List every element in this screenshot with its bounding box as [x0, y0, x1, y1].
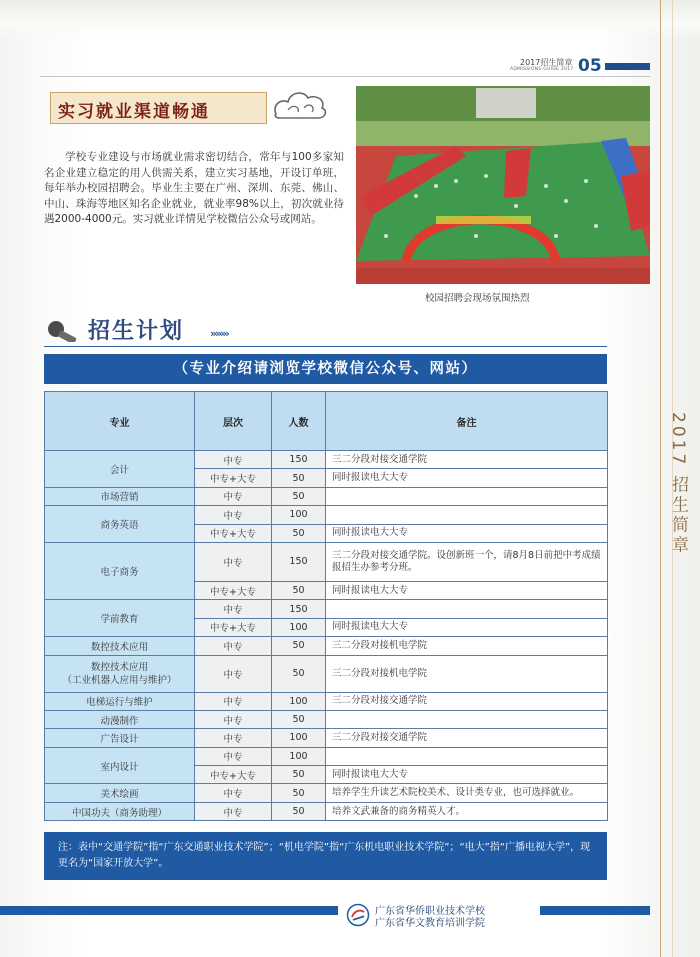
count-cell: 150: [272, 451, 326, 469]
level-cell: 中专: [195, 784, 272, 802]
plan-title-rule: [44, 346, 607, 347]
magnifier-icon: [44, 318, 82, 342]
note-cell: 三二分段对接交通学院: [326, 729, 608, 747]
count-cell: 50: [272, 637, 326, 655]
note-cell: 三二分段对接交通学院: [326, 692, 608, 710]
level-cell: 中专: [195, 487, 272, 505]
table-row: [45, 506, 608, 524]
note-cell: 三二分段对接机电学院: [326, 655, 608, 692]
level-cell: 中专: [195, 542, 272, 581]
count-cell: 50: [272, 581, 326, 599]
note-cell: [326, 506, 608, 524]
major-cell: 广告设计: [45, 729, 195, 747]
level-cell: 中专: [195, 451, 272, 469]
level-cell: 中专: [195, 655, 272, 692]
footnote-box: [44, 832, 607, 880]
level-cell: 中专: [195, 506, 272, 524]
count-cell: 50: [272, 802, 326, 820]
table-row: [45, 784, 608, 802]
major-cell: 电梯运行与维护: [45, 692, 195, 710]
level-cell: 中专: [195, 747, 272, 765]
table-row: [45, 655, 608, 692]
header-accent-bar: [605, 63, 650, 70]
footer-school-name-1: 广东省华侨职业技术学校: [375, 906, 485, 917]
header-rule: [40, 76, 650, 77]
header-title: 2017招生简章: [520, 58, 573, 67]
note-cell: 三二分段对接机电学院: [326, 637, 608, 655]
count-cell: 100: [272, 506, 326, 524]
count-cell: 100: [272, 747, 326, 765]
count-cell: 150: [272, 542, 326, 581]
level-cell: 中专+大专: [195, 581, 272, 599]
count-cell: 50: [272, 784, 326, 802]
job-fair-photo: [356, 86, 650, 284]
note-cell: [326, 600, 608, 618]
count-cell: 100: [272, 618, 326, 636]
major-cell: 美术绘画: [45, 784, 195, 802]
auspicious-cloud-icon: [270, 86, 332, 126]
count-cell: 100: [272, 692, 326, 710]
major-cell: 会计: [45, 451, 195, 488]
decorative-border-line: [660, 0, 661, 957]
note-cell: [326, 710, 608, 728]
section-title: 实习就业渠道畅通: [58, 102, 210, 122]
level-cell: 中专: [195, 802, 272, 820]
count-cell: 50: [272, 710, 326, 728]
school-logo-icon: [346, 903, 370, 927]
level-cell: 中专: [195, 692, 272, 710]
note-cell: [326, 487, 608, 505]
note-cell: 同时报读电大大专: [326, 524, 608, 542]
major-cell: 商务英语: [45, 506, 195, 543]
major-cell: 室内设计: [45, 747, 195, 784]
major-cell: [45, 655, 195, 692]
count-cell: 50: [272, 524, 326, 542]
level-cell: 中专: [195, 729, 272, 747]
admission-plan-table: [44, 391, 608, 821]
note-cell: 培养学生升读艺术院校美术、设计类专业，也可选择就业。: [326, 784, 608, 802]
count-cell: 150: [272, 600, 326, 618]
major-cell: 市场营销: [45, 487, 195, 505]
header-major: 专业: [45, 392, 195, 451]
major-cell: 中国功夫（商务助理）: [45, 802, 195, 820]
level-cell: 中专: [195, 710, 272, 728]
major-line-2: （工业机器人应用与维护）: [62, 674, 177, 686]
major-line-1: 数控技术应用: [90, 661, 148, 673]
table-row: [45, 802, 608, 820]
count-cell: 50: [272, 469, 326, 487]
level-cell: 中专+大专: [195, 766, 272, 784]
major-cell: 动漫制作: [45, 710, 195, 728]
plan-banner-text: （专业介绍请浏览学校微信公众号、网站）: [173, 361, 478, 377]
header-note: 备注: [326, 392, 608, 451]
note-cell: [326, 747, 608, 765]
page-number: 05: [578, 56, 602, 76]
table-row: [45, 729, 608, 747]
chevrons-icon: ›››››››: [210, 327, 228, 340]
footnote-text: 注：表中“交通学院”指“广东交通职业技术学院”；“机电学院”指“广东机电职业技术学院”；“电大”指“广播电视大学”，现更名为“国家开放大学”。: [58, 842, 591, 869]
table-row: [45, 542, 608, 581]
count-cell: 100: [272, 729, 326, 747]
level-cell: 中专: [195, 637, 272, 655]
table-row: [45, 451, 608, 469]
footer-bar-left: [0, 906, 338, 915]
header-level: 层次: [195, 392, 272, 451]
level-cell: 中专: [195, 600, 272, 618]
major-cell: 电子商务: [45, 542, 195, 599]
header-count: 人数: [272, 392, 326, 451]
plan-title: 招生计划: [88, 319, 185, 344]
header-subtitle: ADMISSIONS GUIDE 2017: [510, 67, 574, 72]
footer-bar-right: [540, 906, 650, 915]
note-cell: 同时报读电大大专: [326, 766, 608, 784]
note-cell: 培养文武兼备的商务精英人才。: [326, 802, 608, 820]
major-cell: 数控技术应用: [45, 637, 195, 655]
table-header-row: [45, 392, 608, 451]
section-body-text: 学校专业建设与市场就业需求密切结合，常年与100多家知名企业建立稳定的用人供需关系，建立实习基地，开设订单班，每年举办校园招聘会。毕业生主要在广州、深圳、东莞、佛山、中山、珠海等地区知名企业就业，就业率98%以上，初次就业待遇2000-4000元。实习就业详情见学校微信公众号或网站。: [44, 151, 344, 225]
major-cell: 学前教育: [45, 600, 195, 637]
table-row: [45, 710, 608, 728]
count-cell: 50: [272, 487, 326, 505]
count-cell: 50: [272, 655, 326, 692]
table-row: [45, 692, 608, 710]
footer-school-name-2: 广东省华文教育培训学院: [375, 918, 485, 929]
count-cell: 50: [272, 766, 326, 784]
section-title-box: [50, 92, 267, 124]
photo-caption: 校园招聘会现场氛围热烈: [425, 293, 530, 304]
table-row: [45, 487, 608, 505]
note-cell: 三二分段对接交通学院。设创新班一个，请8月8日前把中考成绩报招生办参考分班。: [326, 542, 608, 581]
table-row: [45, 637, 608, 655]
plan-banner: [44, 354, 607, 384]
table-row: [45, 747, 608, 765]
side-vertical-label: 2017 招生简章: [668, 412, 688, 556]
level-cell: 中专+大专: [195, 469, 272, 487]
table-row: [45, 600, 608, 618]
note-cell: 同时报读电大大专: [326, 618, 608, 636]
note-cell: 三二分段对接交通学院: [326, 451, 608, 469]
level-cell: 中专+大专: [195, 524, 272, 542]
note-cell: 同时报读电大大专: [326, 581, 608, 599]
note-cell: 同时报读电大大专: [326, 469, 608, 487]
level-cell: 中专+大专: [195, 618, 272, 636]
